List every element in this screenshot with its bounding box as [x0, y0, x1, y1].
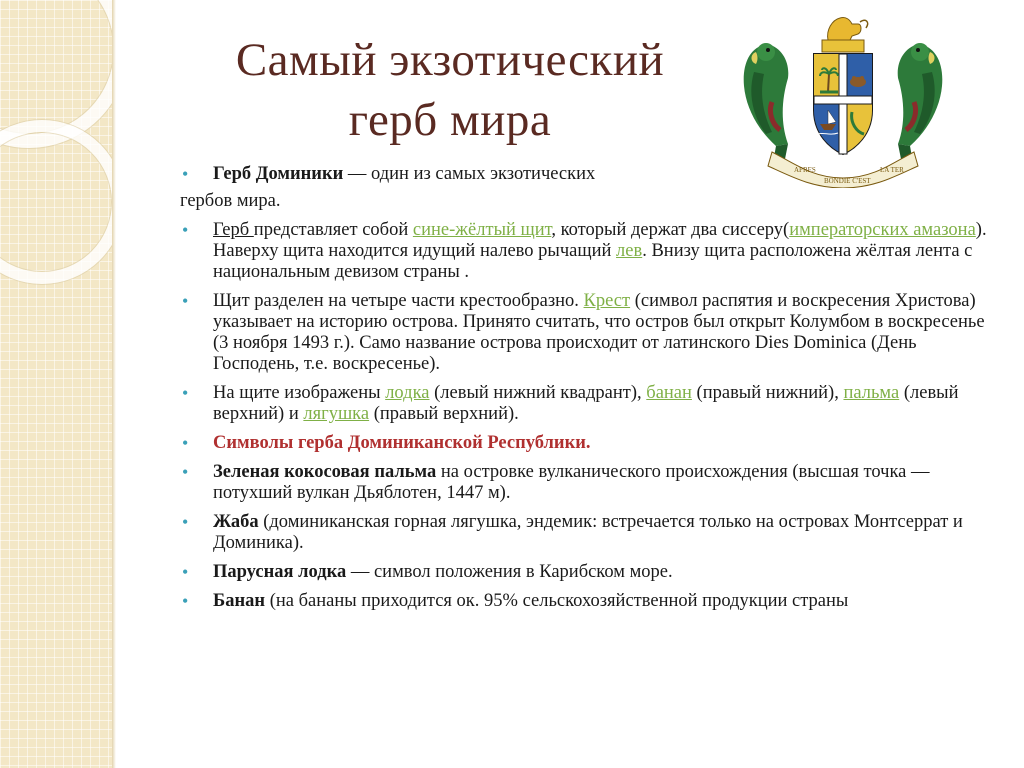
- bullet-paragraph: [180, 291, 990, 375]
- text-run: (на бананы приходится ок. 95% сельскохозяйственной продукции страны: [265, 591, 849, 611]
- text-run: (правый нижний),: [691, 383, 844, 403]
- lion-crest: [822, 17, 868, 52]
- inline-link[interactable]: императорских амазона: [789, 220, 976, 240]
- decorative-sidebar: [0, 0, 112, 768]
- inline-link[interactable]: лев: [616, 241, 643, 261]
- left-parrot: [744, 43, 789, 168]
- text-run: ). Наверху щита находится идущий налево рычащий: [213, 220, 987, 261]
- motto-right: LA TER: [880, 166, 904, 174]
- text-run: на островке вулканического происхождения (высшая точка — потухший вулкан Дьяблотен, 1447 м).: [213, 462, 930, 503]
- bold-term: Зеленая кокосовая пальма: [213, 462, 437, 482]
- title-line-2: герб мира: [348, 94, 552, 146]
- continuation-paragraph: [180, 191, 990, 212]
- bullet-paragraph: [180, 462, 990, 504]
- motto-center: BONDIE C'EST: [824, 177, 871, 185]
- bullet-paragraph: [180, 164, 990, 185]
- text-run: — один из самых экзотических: [343, 164, 596, 184]
- inline-link[interactable]: сине-жёлтый щит: [412, 220, 552, 240]
- text-run: представляет собой: [253, 220, 413, 240]
- inline-link[interactable]: пальма: [843, 383, 900, 403]
- text-run: Щит разделен на четыре части крестообразно.: [213, 291, 584, 311]
- bullet-paragraph: [180, 433, 990, 454]
- bullet-paragraph: [180, 383, 990, 425]
- bullet-paragraph: [180, 591, 990, 612]
- text-run: (левый нижний квадрант),: [429, 383, 647, 403]
- bullet-paragraph: [180, 220, 990, 283]
- bold-term: Герб Доминики: [213, 164, 344, 184]
- slide-title: [150, 30, 750, 150]
- shield: [814, 54, 872, 154]
- inline-link[interactable]: Крест: [583, 291, 631, 311]
- coat-of-arms-image: [732, 12, 954, 188]
- bold-term: Банан: [213, 591, 266, 611]
- sidebar-edge: [112, 0, 116, 768]
- text-run: (левый верхний) и: [213, 383, 959, 424]
- inline-link[interactable]: банан: [646, 383, 692, 403]
- right-parrot: [898, 43, 943, 168]
- inline-link[interactable]: лодка: [385, 383, 430, 403]
- bullet-paragraph: [180, 512, 990, 554]
- text-run: (доминиканская горная лягушка, эндемик: встречается только на островах Монтсеррат и Доминика).: [213, 512, 963, 553]
- section-heading: Символы герба Доминиканской Республики.: [213, 433, 591, 453]
- text-run: На щите изображены: [213, 383, 386, 403]
- underlined-term: Герб: [213, 220, 254, 240]
- text-run: гербов мира.: [180, 191, 281, 211]
- text-run: , который держат два сиссеру(: [551, 220, 790, 240]
- text-run: (правый верхний).: [369, 404, 519, 424]
- text-run: . Внизу щита расположена жёлтая лента с национальным девизом страны .: [213, 241, 973, 282]
- text-run: (символ распятия и воскресения Христова) указывает на историю острова. Принято считать, что остров был открыт Колумбом в воскресенье (3 ноября 1493 г.). Само название острова происходит от латинского Dies Dominica (День Господень, т.е. воскресенье).: [213, 291, 985, 374]
- bold-term: Жаба: [213, 512, 259, 532]
- bold-term: Парусная лодка: [213, 562, 347, 582]
- text-run: — символ положения в Карибском море.: [346, 562, 673, 582]
- decorative-ring: [0, 120, 112, 284]
- slide-body: [180, 164, 990, 620]
- bullet-paragraph: [180, 562, 990, 583]
- title-line-1: Самый экзотический: [235, 34, 665, 86]
- motto-left: APRES: [794, 166, 816, 174]
- inline-link[interactable]: лягушка: [303, 404, 370, 424]
